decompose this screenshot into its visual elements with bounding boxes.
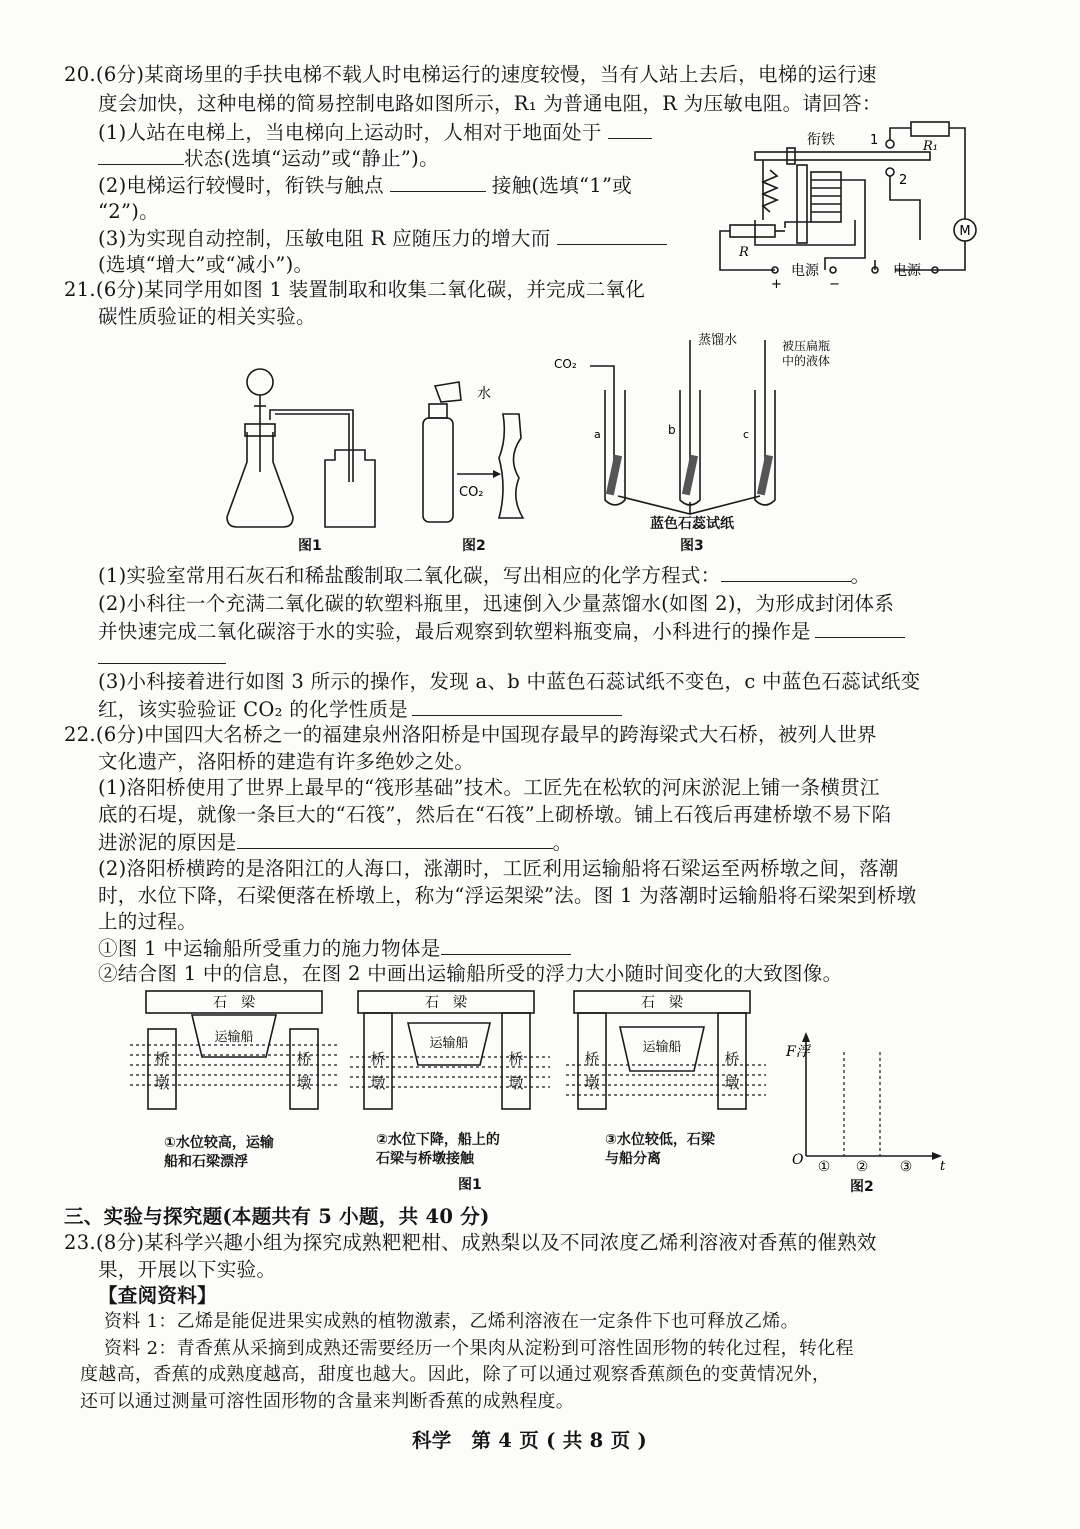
tube-c-label: c — [743, 428, 750, 441]
contact-2-label: 2 — [899, 173, 908, 188]
period: 。 — [552, 831, 573, 854]
co2-inlet-tube — [590, 366, 614, 480]
gas-collecting-bottle — [325, 450, 375, 527]
q20-line1: 20.(6分)某商场里的手扶电梯不载人时电梯运行的速度较慢，当有人站上去后，电梯的运行速 — [64, 63, 877, 86]
q21-part2-text: 并快速完成二氧化碳溶于水的实验，最后观察到软塑料瓶变扁，小科进行的操作是 — [98, 620, 811, 643]
q23-reference-2-line1: 资料 2：青香蕉从采摘到成熟还需要经历一个果肉从淀粉到可溶性固形物的转化过程，转化程 — [104, 1338, 854, 1359]
ship-label-2: 运输船 — [429, 1036, 469, 1051]
q23-reference-2-line2: 度越高，香蕉的成熟度越高，甜度也越大。因此，除了可以通过观察香蕉颜色的变黄情况外， — [80, 1364, 831, 1385]
fig2-caption: 图2 — [462, 538, 486, 554]
q22-line1: 22.(6分)中国四大名桥之一的福建泉州洛阳桥是中国现存最早的跨海梁式大石桥，被列人世界 — [64, 723, 877, 746]
period: 。 — [850, 564, 871, 587]
q23-references-heading: 【查阅资料】 — [98, 1284, 217, 1307]
answer-blank[interactable] — [815, 618, 905, 638]
section-3-heading: 三、实验与探究题(本题共有 5 小题，共 40 分) — [64, 1205, 490, 1228]
q22-sub1-text: ①图 1 中运输船所受重力的施力物体是 — [98, 937, 441, 960]
r-label: R — [739, 245, 749, 260]
bridge-panels-figure — [130, 985, 770, 1115]
contact-1 — [886, 140, 894, 148]
litmus-paper-label: 蓝色石蕊试纸 — [650, 516, 734, 532]
panel1-caption-a: ①水位较高，运输 — [164, 1135, 274, 1151]
origin-label: O — [792, 1152, 804, 1168]
plus-label: + — [771, 277, 782, 292]
q22-part1-line1: (1)洛阳桥使用了世界上最早的“筏形基础”技术。工匠先在松软的河床淤泥上铺一条横贯江 — [98, 776, 880, 799]
q22-sub2: ②结合图 1 中的信息，在图 2 中画出运输船所受的浮力大小随时间变化的大致图像。 — [98, 962, 843, 985]
q22-part2-line3: 上的过程。 — [98, 910, 198, 933]
panel3-caption-b: 与船分离 — [605, 1151, 661, 1167]
q22-part1-text: 进淤泥的原因是 — [98, 831, 237, 854]
page-footer: 科学 第 4 页 ( 共 8 页 ) — [412, 1429, 648, 1452]
pier-label: 桥墩 — [584, 1050, 600, 1092]
answer-blank[interactable] — [390, 172, 486, 192]
q23-line2: 果，开展以下实验。 — [98, 1258, 277, 1281]
q20-part1 — [98, 119, 652, 146]
q21-part3-text: 红，该实验验证 CO₂ 的化学性质是 — [98, 698, 409, 721]
panel1-caption-b: 船和石梁漂浮 — [164, 1154, 248, 1170]
pier-label: 桥墩 — [154, 1050, 170, 1092]
resistor-r1 — [911, 122, 949, 136]
q20-line2: 度会加快，这种电梯的简易控制电路如图所示，R₁ 为普通电阻，R 为压敏电阻。请回答： — [98, 92, 882, 115]
q21-line2: 碳性质验证的相关实验。 — [98, 305, 316, 328]
q22-part2-line1: (2)洛阳桥横跨的是洛阳江的人海口，涨潮时，工匠利用运输船将石梁运至两桥墩之间，落潮 — [98, 857, 899, 880]
answer-blank[interactable] — [557, 225, 667, 245]
squeezed-bottle-label-1: 被压扁瓶 — [782, 339, 831, 353]
armature-pivot — [787, 148, 795, 164]
answer-blank[interactable] — [441, 935, 571, 955]
litmus-test-tubes — [550, 330, 840, 530]
tick-3: ③ — [899, 1159, 913, 1175]
q22-sub1 — [98, 935, 571, 962]
tick-1: ① — [817, 1159, 831, 1175]
minus-label: − — [829, 277, 840, 292]
q22-line2: 文化遗产，洛阳桥的建造有许多绝妙之处。 — [98, 750, 475, 773]
soft-bottle-figure — [415, 378, 535, 528]
tick-2: ② — [855, 1159, 869, 1175]
q20-part1-text: (1)人站在电梯上，当电梯向上运动时，人相对于地面处于 — [98, 121, 602, 144]
q22-part2-line2: 时，水位下降，石梁便落在桥墩上，称为“浮运架梁”法。图 1 为落潮时运输船将石梁架到桥墩 — [98, 884, 917, 907]
q21-part3-line2 — [98, 696, 622, 723]
co2-inlet-label: CO₂ — [554, 357, 577, 371]
panel2-caption-b: 石梁与桥墩接触 — [376, 1151, 474, 1167]
answer-blank[interactable] — [237, 829, 553, 849]
answer-blank-cont[interactable] — [98, 644, 226, 664]
power-label-1: 电源 — [791, 263, 819, 279]
q20-part3 — [98, 225, 667, 252]
bridge-fig1-caption: 图1 — [458, 1177, 482, 1193]
x-axis-label: t — [940, 1159, 946, 1174]
distilled-water-label: 蒸馏水 — [698, 333, 738, 348]
beam-label-1: 石 梁 — [213, 995, 255, 1011]
q21-line1: 21.(6分)某同学用如图 1 装置制取和收集二氧化碳，并完成二氧化 — [64, 278, 646, 301]
q22-part1-line2: 底的石堤，就像一条巨大的“石筏”，然后在“石筏”上砌桥墩。铺上石筏后再建桥墩不易下陷 — [98, 803, 892, 826]
delivery-tube — [270, 410, 353, 482]
q23-reference-1: 资料 1：乙烯是能促进果实成熟的植物激素，乙烯利溶液在一定条件下也可释放乙烯。 — [104, 1311, 799, 1332]
co2-arrow-label: CO₂ — [459, 485, 484, 500]
ship-label-1: 运输船 — [214, 1030, 254, 1045]
panel3-caption-a: ③水位较低，石梁 — [605, 1132, 715, 1148]
beam-label-3: 石 梁 — [641, 995, 683, 1011]
power-label-2: 电源 — [893, 263, 921, 279]
fig1-caption: 图1 — [298, 538, 322, 554]
squeezed-bottle-label-2: 中的液体 — [782, 354, 831, 368]
q20-part3-cont: (选填“增大”或“减小”)。 — [98, 253, 314, 276]
plastic-bottle — [423, 418, 453, 522]
q20-part2 — [98, 172, 632, 199]
q21-part3-line1: (3)小科接着进行如图 3 所示的操作，发现 a、b 中蓝色石蕊试纸不变色，c 中蓝色石蕊试纸变 — [98, 670, 921, 693]
beaker-pouring — [435, 382, 461, 402]
tube-b-label: b — [668, 423, 676, 437]
co2-generation-apparatus — [225, 362, 395, 532]
spring — [763, 170, 777, 212]
water-label: 水 — [477, 386, 491, 402]
iron-core — [797, 165, 807, 243]
ship-label-3: 运输船 — [642, 1040, 682, 1055]
q21-part1 — [98, 562, 870, 589]
separatory-funnel — [247, 369, 273, 395]
pier-label: 桥墩 — [508, 1050, 524, 1092]
contact-2 — [886, 168, 894, 176]
q20-part2-cont: “2”)。 — [98, 200, 159, 223]
pier-label: 桥墩 — [724, 1050, 740, 1092]
pier-label: 桥墩 — [370, 1050, 386, 1092]
q21-part2-line1: (2)小科往一个充满二氧化碳的软塑料瓶里，迅速倒入少量蒸馏水(如图 2)，为形成封闭体系 — [98, 592, 895, 615]
answer-blank[interactable] — [412, 696, 622, 716]
contact-1-label: 1 — [870, 133, 879, 148]
bridge-fig2-caption: 图2 — [850, 1179, 874, 1195]
armature-bar — [755, 152, 930, 160]
q20-part2-text: (2)电梯运行较慢时，衔铁与触点 — [98, 174, 384, 197]
armature-label: 衔铁 — [807, 132, 835, 148]
r1-label: R₁ — [923, 139, 938, 154]
q20-part3-text: (3)为实现自动控制，压敏电阻 R 应随压力的增大而 — [98, 227, 551, 250]
q20-part1-text2: 状态(选填“运动”或“静止”)。 — [184, 147, 439, 170]
coil — [811, 172, 841, 222]
tube-a-label: a — [594, 428, 601, 441]
pier-label: 桥墩 — [296, 1050, 312, 1092]
q23-reference-2-line3: 还可以通过测量可溶性固形物的含量来判断香蕉的成熟程度。 — [80, 1391, 575, 1412]
pressure-resistor-r — [730, 225, 775, 237]
buoyancy-graph — [780, 1030, 950, 1175]
q22-part1-line3 — [98, 829, 572, 856]
q20-part2-text2: 接触(选填“1”或 — [491, 174, 633, 197]
q21-part2-line2 — [98, 618, 905, 645]
answer-blank[interactable] — [721, 562, 851, 582]
base-bracket — [755, 220, 855, 245]
motor-label: M — [959, 224, 971, 239]
q23-line1: 23.(8分)某科学兴趣小组为探究成熟粑粑柑、成熟梨以及不同浓度乙烯利溶液对香蕉的催熟效 — [64, 1231, 877, 1254]
fig3-caption: 图3 — [680, 538, 704, 554]
elevator-circuit-diagram — [715, 110, 990, 290]
y-axis-label: F浮 — [786, 1044, 810, 1060]
q21-part1-text: (1)实验室常用石灰石和稀盐酸制取二氧化碳，写出相应的化学方程式： — [98, 564, 721, 587]
flattened-bottle — [499, 414, 523, 518]
answer-blank[interactable] — [98, 145, 184, 165]
panel2-caption-a: ②水位下降，船上的 — [376, 1132, 500, 1148]
beam-label-2: 石 梁 — [425, 995, 467, 1011]
answer-blank[interactable] — [608, 119, 652, 139]
q20-part1-cont — [98, 145, 439, 172]
